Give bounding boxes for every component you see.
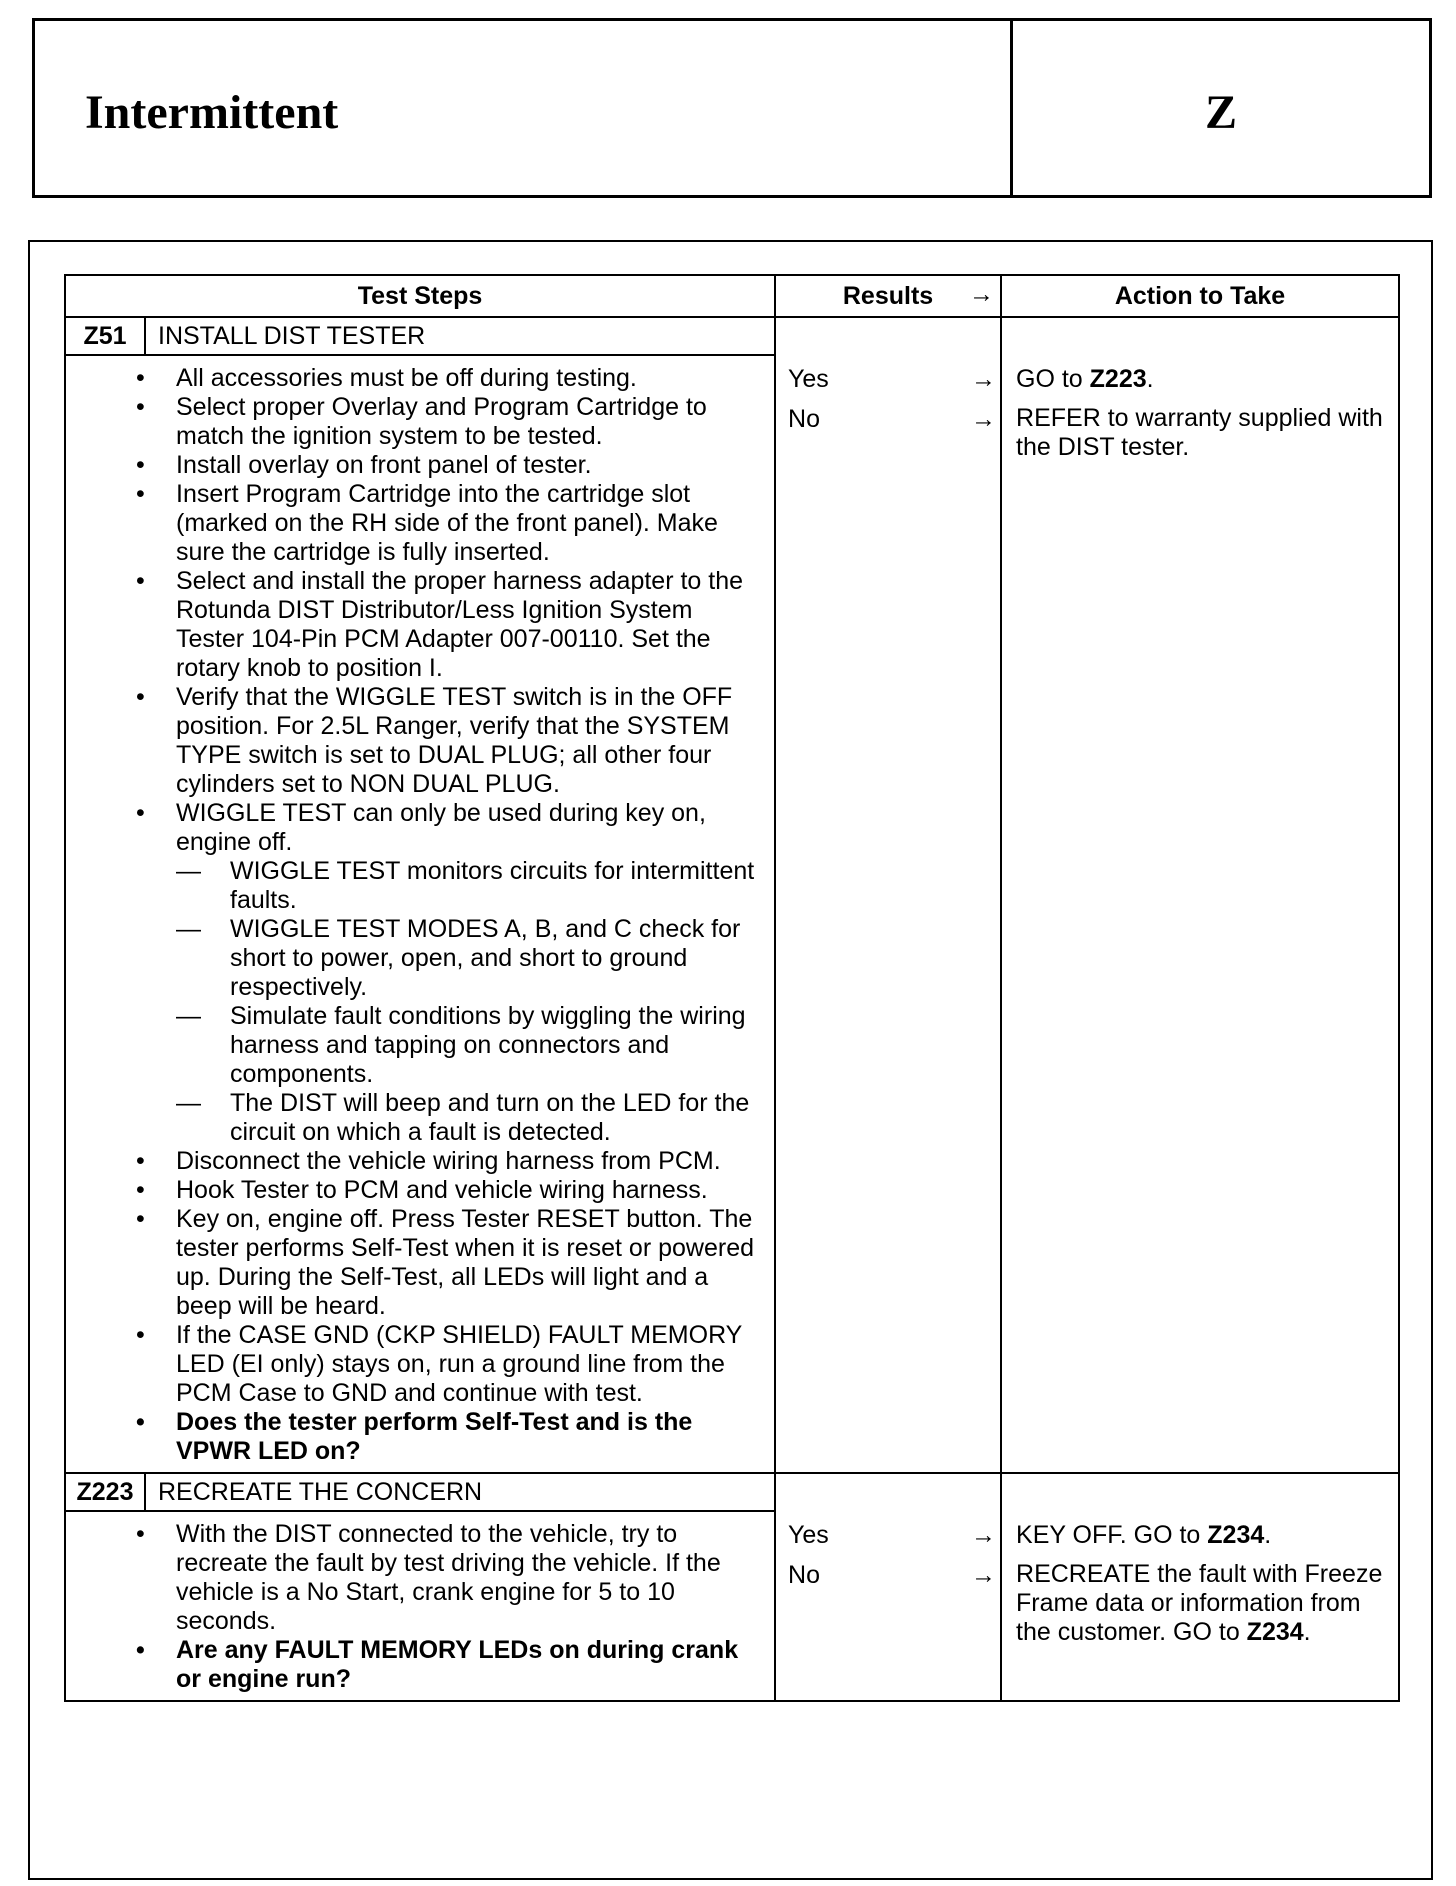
action-no: [1016, 404, 1388, 462]
action-suffix: .: [1303, 1618, 1311, 1646]
step-title: INSTALL DIST TESTER: [145, 317, 775, 355]
step-instructions: [65, 355, 775, 1473]
sub-instruction-item: — The DIST will beep and turn on the LED for the circuit on which a fault is detected.: [230, 1089, 764, 1147]
section-letter: Z: [1204, 86, 1237, 139]
step-reference-link[interactable]: Z234: [1246, 1618, 1304, 1646]
instruction-item: • Insert Program Cartridge into the cartridge slot (marked on the RH side of the front panel). Make sure the cartridge is fully inserted.: [176, 480, 764, 567]
test-question: • Does the tester perform Self-Test and is the VPWR LED on?: [176, 1408, 764, 1466]
action-yes: [1016, 365, 1388, 394]
instruction-item: • Hook Tester to PCM and vehicle wiring harness.: [176, 1176, 764, 1205]
action-suffix: .: [1264, 1521, 1272, 1549]
instruction-item: • Install overlay on front panel of tester.: [176, 451, 764, 480]
step-reference-link[interactable]: Z223: [1089, 365, 1147, 393]
step-instructions: [65, 1511, 775, 1701]
step-title: RECREATE THE CONCERN: [145, 1473, 775, 1511]
action-text: RECREATE the fault with Freeze Frame data or information from the customer. GO to: [1016, 1560, 1383, 1646]
arrow-right-icon: →: [971, 1521, 997, 1549]
result-label: No: [788, 405, 820, 433]
result-yes: [776, 1521, 1000, 1561]
result-label: Yes: [788, 1521, 829, 1549]
column-header-test-steps: Test Steps: [65, 275, 775, 317]
step-id: Z51: [65, 317, 145, 355]
test-question: • Are any FAULT MEMORY LEDs on during crank or engine run?: [176, 1636, 764, 1694]
result-label: No: [788, 1561, 820, 1589]
instruction-item: • All accessories must be off during testing.: [176, 364, 764, 393]
results-cell: [775, 1511, 1001, 1701]
action-text: REFER to warranty supplied with the DIST tester.: [1016, 404, 1383, 461]
sub-instruction-item: — Simulate fault conditions by wiggling the wiring harness and tapping on connectors and components.: [230, 1002, 764, 1089]
instruction-item: • Disconnect the vehicle wiring harness from PCM.: [176, 1147, 764, 1176]
action-spacer: [1001, 1473, 1399, 1511]
step-title-row: [65, 1473, 1399, 1511]
instruction-item: • Select proper Overlay and Program Cartridge to match the ignition system to be tested.: [176, 393, 764, 451]
action-cell: [1001, 355, 1399, 1473]
test-steps-table: [64, 274, 1400, 1702]
action-spacer: [1001, 317, 1399, 355]
instruction-item: • If the CASE GND (CKP SHIELD) FAULT MEMORY LED (EI only) stays on, run a ground line from the PCM Case to GND and continue with test.: [176, 1321, 764, 1408]
action-yes: [1016, 1521, 1388, 1550]
instruction-text: WIGGLE TEST can only be used during key on, engine off.: [176, 799, 706, 856]
results-cell: [775, 355, 1001, 1473]
instruction-list: [76, 1520, 764, 1694]
arrow-right-icon: →: [971, 1561, 997, 1589]
arrow-right-icon: →: [971, 365, 997, 393]
instruction-item: • Select and install the proper harness adapter to the Rotunda DIST Distributor/Less Ignition System Tester 104-Pin PCM Adapter 007-00110. Set the rotary knob to position I.: [176, 567, 764, 683]
instruction-list: [76, 364, 764, 1466]
header-box: [32, 18, 1432, 198]
result-no: [776, 405, 1000, 445]
instruction-item: • Verify that the WIGGLE TEST switch is in the OFF position. For 2.5L Ranger, verify that the SYSTEM TYPE switch is set to DUAL PLUG; all other four cylinders set to NON DUAL PLUG.: [176, 683, 764, 799]
column-header-action: Action to Take: [1001, 275, 1399, 317]
result-label: Yes: [788, 365, 829, 393]
results-spacer: [775, 317, 1001, 355]
step-body-row: [65, 1511, 1399, 1701]
instruction-item: • With the DIST connected to the vehicle, try to recreate the fault by test driving the vehicle. If the vehicle is a No Start, crank engine for 5 to 10 seconds.: [176, 1520, 764, 1636]
action-suffix: .: [1146, 365, 1154, 393]
arrow-right-icon: →: [971, 405, 997, 433]
action-text: GO to: [1016, 365, 1090, 393]
result-no: [776, 1561, 1000, 1601]
action-text: KEY OFF. GO to: [1016, 1521, 1208, 1549]
results-spacer: [775, 1473, 1001, 1511]
step-body-row: [65, 355, 1399, 1473]
column-header-results: [775, 275, 1001, 317]
action-cell: [1001, 1511, 1399, 1701]
sub-instruction-item: — WIGGLE TEST MODES A, B, and C check for short to power, open, and short to ground respectively.: [230, 915, 764, 1002]
arrow-right-icon: →: [969, 280, 995, 308]
instruction-item: [176, 799, 764, 1147]
sub-instruction-item: — WIGGLE TEST monitors circuits for intermittent faults.: [230, 857, 764, 915]
result-yes: [776, 365, 1000, 405]
page-title: Intermittent: [85, 86, 339, 139]
step-title-row: [65, 317, 1399, 355]
sub-instruction-list: [176, 857, 764, 1147]
table-header-row: [65, 275, 1399, 317]
step-reference-link[interactable]: Z234: [1207, 1521, 1265, 1549]
results-label: Results: [842, 281, 934, 310]
action-no: [1016, 1560, 1388, 1647]
instruction-item: • Key on, engine off. Press Tester RESET button. The tester performs Self-Test when it is reset or powered up. During the Self-Test, all LEDs will light and a beep will be heard.: [176, 1205, 764, 1321]
step-id: Z223: [65, 1473, 145, 1511]
